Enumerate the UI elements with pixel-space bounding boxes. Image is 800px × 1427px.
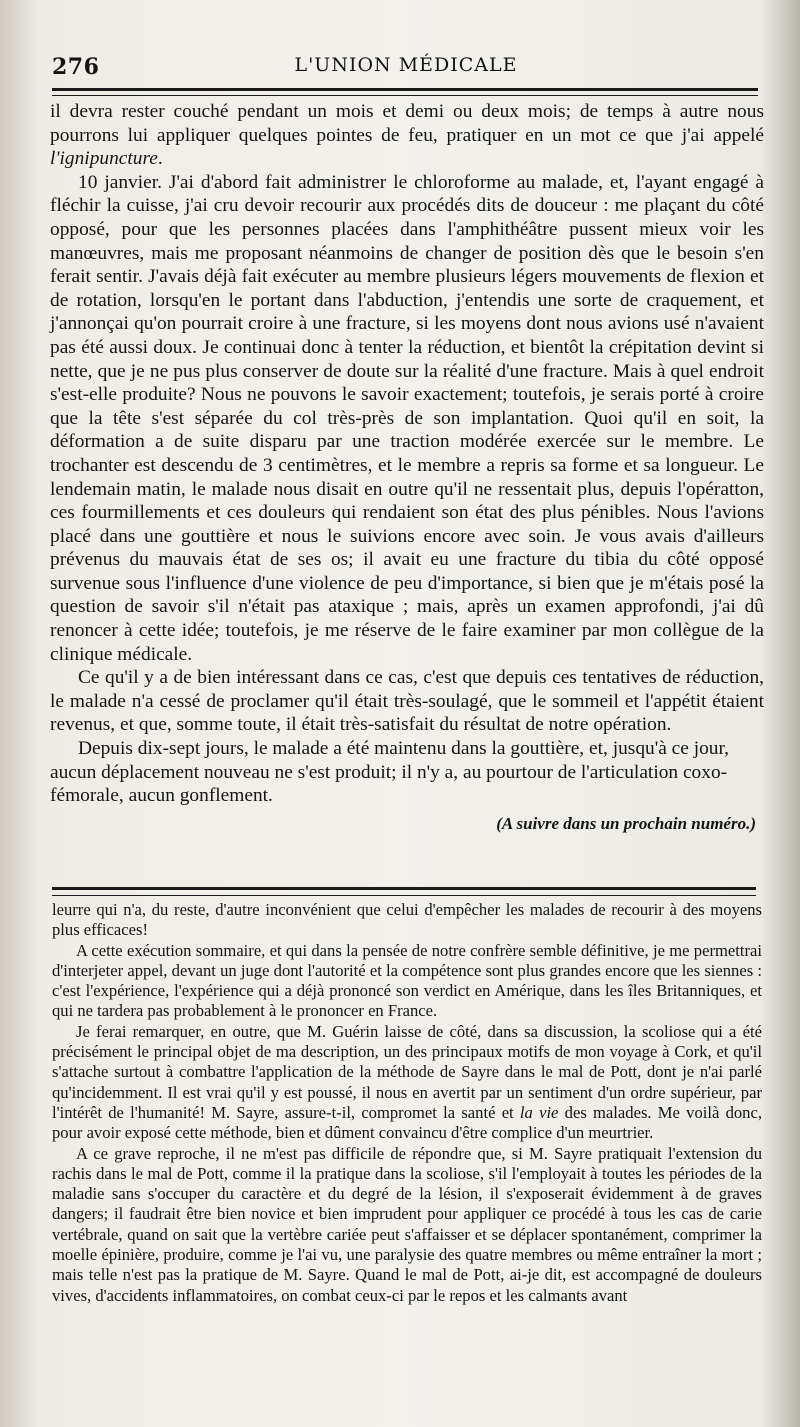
article-paragraph-4: Depuis dix-sept jours, le malade a été maintenu dans la gouttière, et, jusqu'à ce jour, aucun déplacement nouveau ne s'est produit; il n'y a, au pourtour de l'articulation coxo-fémorale, aucun gonflement. [50, 738, 730, 807]
header-rule [52, 88, 758, 96]
article-body [50, 100, 764, 835]
feuilleton-paragraph-1: leurre qui n'a, du reste, d'autre inconvénient que celui d'empêcher les malades de recourir à des moyens plus efficaces! [52, 900, 762, 940]
article-paragraph-2: 10 janvier. J'ai d'abord fait administrer le chloroforme au malade, et, l'ayant engagé à fléchir la cuisse, j'ai cru devoir recourir aux procédés dits de douceur : me plaçant du côté opposé, pour que les personnes placées dans l'amphithéâtre pussent mieux voir les manœuvres, mais me proposant néanmoins de changer de position dès que le besoin s'en ferait sentir. J'avais déjà fait exécuter au membre plusieurs légers mouvements de flexion et de rotation, lorsqu'en le portant dans l'abduction, j'entendis une sorte de craquement, et j'annonçai qu'on pourrait croire à une fracture, si les moyens dont nous avions usé n'avaient pas été aussi doux. Je continuai donc à tenter la réduction, et bientôt la crépitation devint si nette, que je ne pus plus conserver de doute sur la réalité d'une fracture. Mais à quel endroit s'est-elle produite? Nous ne pouvons le savoir exactement; toutefois, je serais porté à croire que la tête s'est séparée du col très-près de son implantation. Quoi qu'il en soit, la déformation a de suite disparu par une traction modérée exercée sur le membre. Le trochanter est descendu de 3 centimètres, et le membre a repris sa forme et sa longueur. Le lendemain matin, le malade nous disait en outre qu'il ne ressentait plus, depuis l'opératton, ces fourmillements et ces douleurs qui rendaient son état des plus pénibles. Nous l'avions placé dans une gouttière et nous le suivions encore avec soin. Je vous avais d'ailleurs prévenus du mauvais état de ses os; il avait eu une fracture du tibia du côté opposé survenue sous l'influence d'une violence de peu d'importance, si bien que je m'étais posé la question de savoir s'il n'était pas ataxique ; mais, après un examen approfondi, j'ai dû renoncer à cette idée; toutefois, je me réserve de le faire examiner par mon collègue de la clinique médicale. [50, 171, 764, 665]
feuilleton-body [52, 900, 762, 1306]
la-vie-term: la vie [519, 1102, 559, 1122]
article-paragraph-3: Ce qu'il y a de bien intéressant dans ce cas, c'est que depuis ces tentatives de réduction, le malade n'a cessé de proclamer qu'il était très-soulagé, que le sommeil et l'appétit étaient revenus, et que, somme toute, il était très-satisfait du résultat de notre opération. [50, 667, 764, 736]
feuilleton-paragraph-4: A ce grave reproche, il ne m'est pas difficile de répondre que, si M. Sayre pratiquait l'extension du rachis dans le mal de Pott, comme il la pratique dans la scoliose, s'il l'employait à toutes les périodes de la maladie sans s'occuper du caractère et du degré de la lésion, il s'exposerait évidemment à de graves dangers; il faudrait être bien novice et bien imprudent pour appliquer ce procédé à tous les cas de carie vertébrale, quand on sait que la vertèbre cariée peut s'affaisser et se déplacer spontanément, comprimer la moelle épinière, produire, comme je l'ai vu, une paralysie des quatre membres ou même entraîner la mort ; mais telle n'est pas la pratique de M. Sayre. Quand le mal de Pott, ai-je dit, est accompagné de douleurs vives, d'accidents inflammatoires, on combat ceux-ci par le repos et les calmants avant [52, 1143, 762, 1305]
page-header [52, 50, 760, 90]
feuilleton-rule [52, 887, 756, 896]
continuation-note: (A suivre dans un prochain numéro.) [496, 813, 756, 833]
feuilleton-paragraph-3: Je ferai remarquer, en outre, que M. Guérin laisse de côté, dans sa discussion, la scoliose qui a été précisément le principal objet de ma description, un des principaux motifs de mon voyage à Cork, et qu'il s'attache surtout à combattre l'application de la méthode de Sayre dans le mal de Pott, dont je n'ai parlé qu'incidemment. Il est vrai qu'il y est poussé, il nous en avertit par un sentiment d'un ordre supérieur, par l'intérêt de l'humanité! M. Sayre, assure-t-il, compromet la santé et la vie des malades. Me voilà donc, pour avoir exposé cette méthode, bien et dûment convaincu d'être complice d'un meurtrier. [52, 1021, 762, 1143]
feuilleton-paragraph-2: A cette exécution sommaire, et qui dans la pensée de notre confrère semble définitive, je me permettrai d'interjeter appel, devant un juge dont l'autorité et la compétence sont plus grandes encore que les siennes : c'est l'expérience, l'expérience qui a déjà prononcé son verdict en Amérique, dans les îles Britanniques, et qui ne tardera pas probablement à le prononcer en France. [52, 940, 762, 1021]
running-title: L'UNION MÉDICALE [294, 54, 518, 76]
article-paragraph-1: il devra rester couché pendant un mois et demi ou deux mois; de temps à autre nous pourrons lui appliquer quelques pointes de feu, pratiquer en un mot ce que j'ai appelé l'ignipuncture. [50, 101, 764, 170]
page-number: 276 [52, 54, 100, 80]
ignipuncture-term: l'ignipuncture [50, 148, 158, 170]
